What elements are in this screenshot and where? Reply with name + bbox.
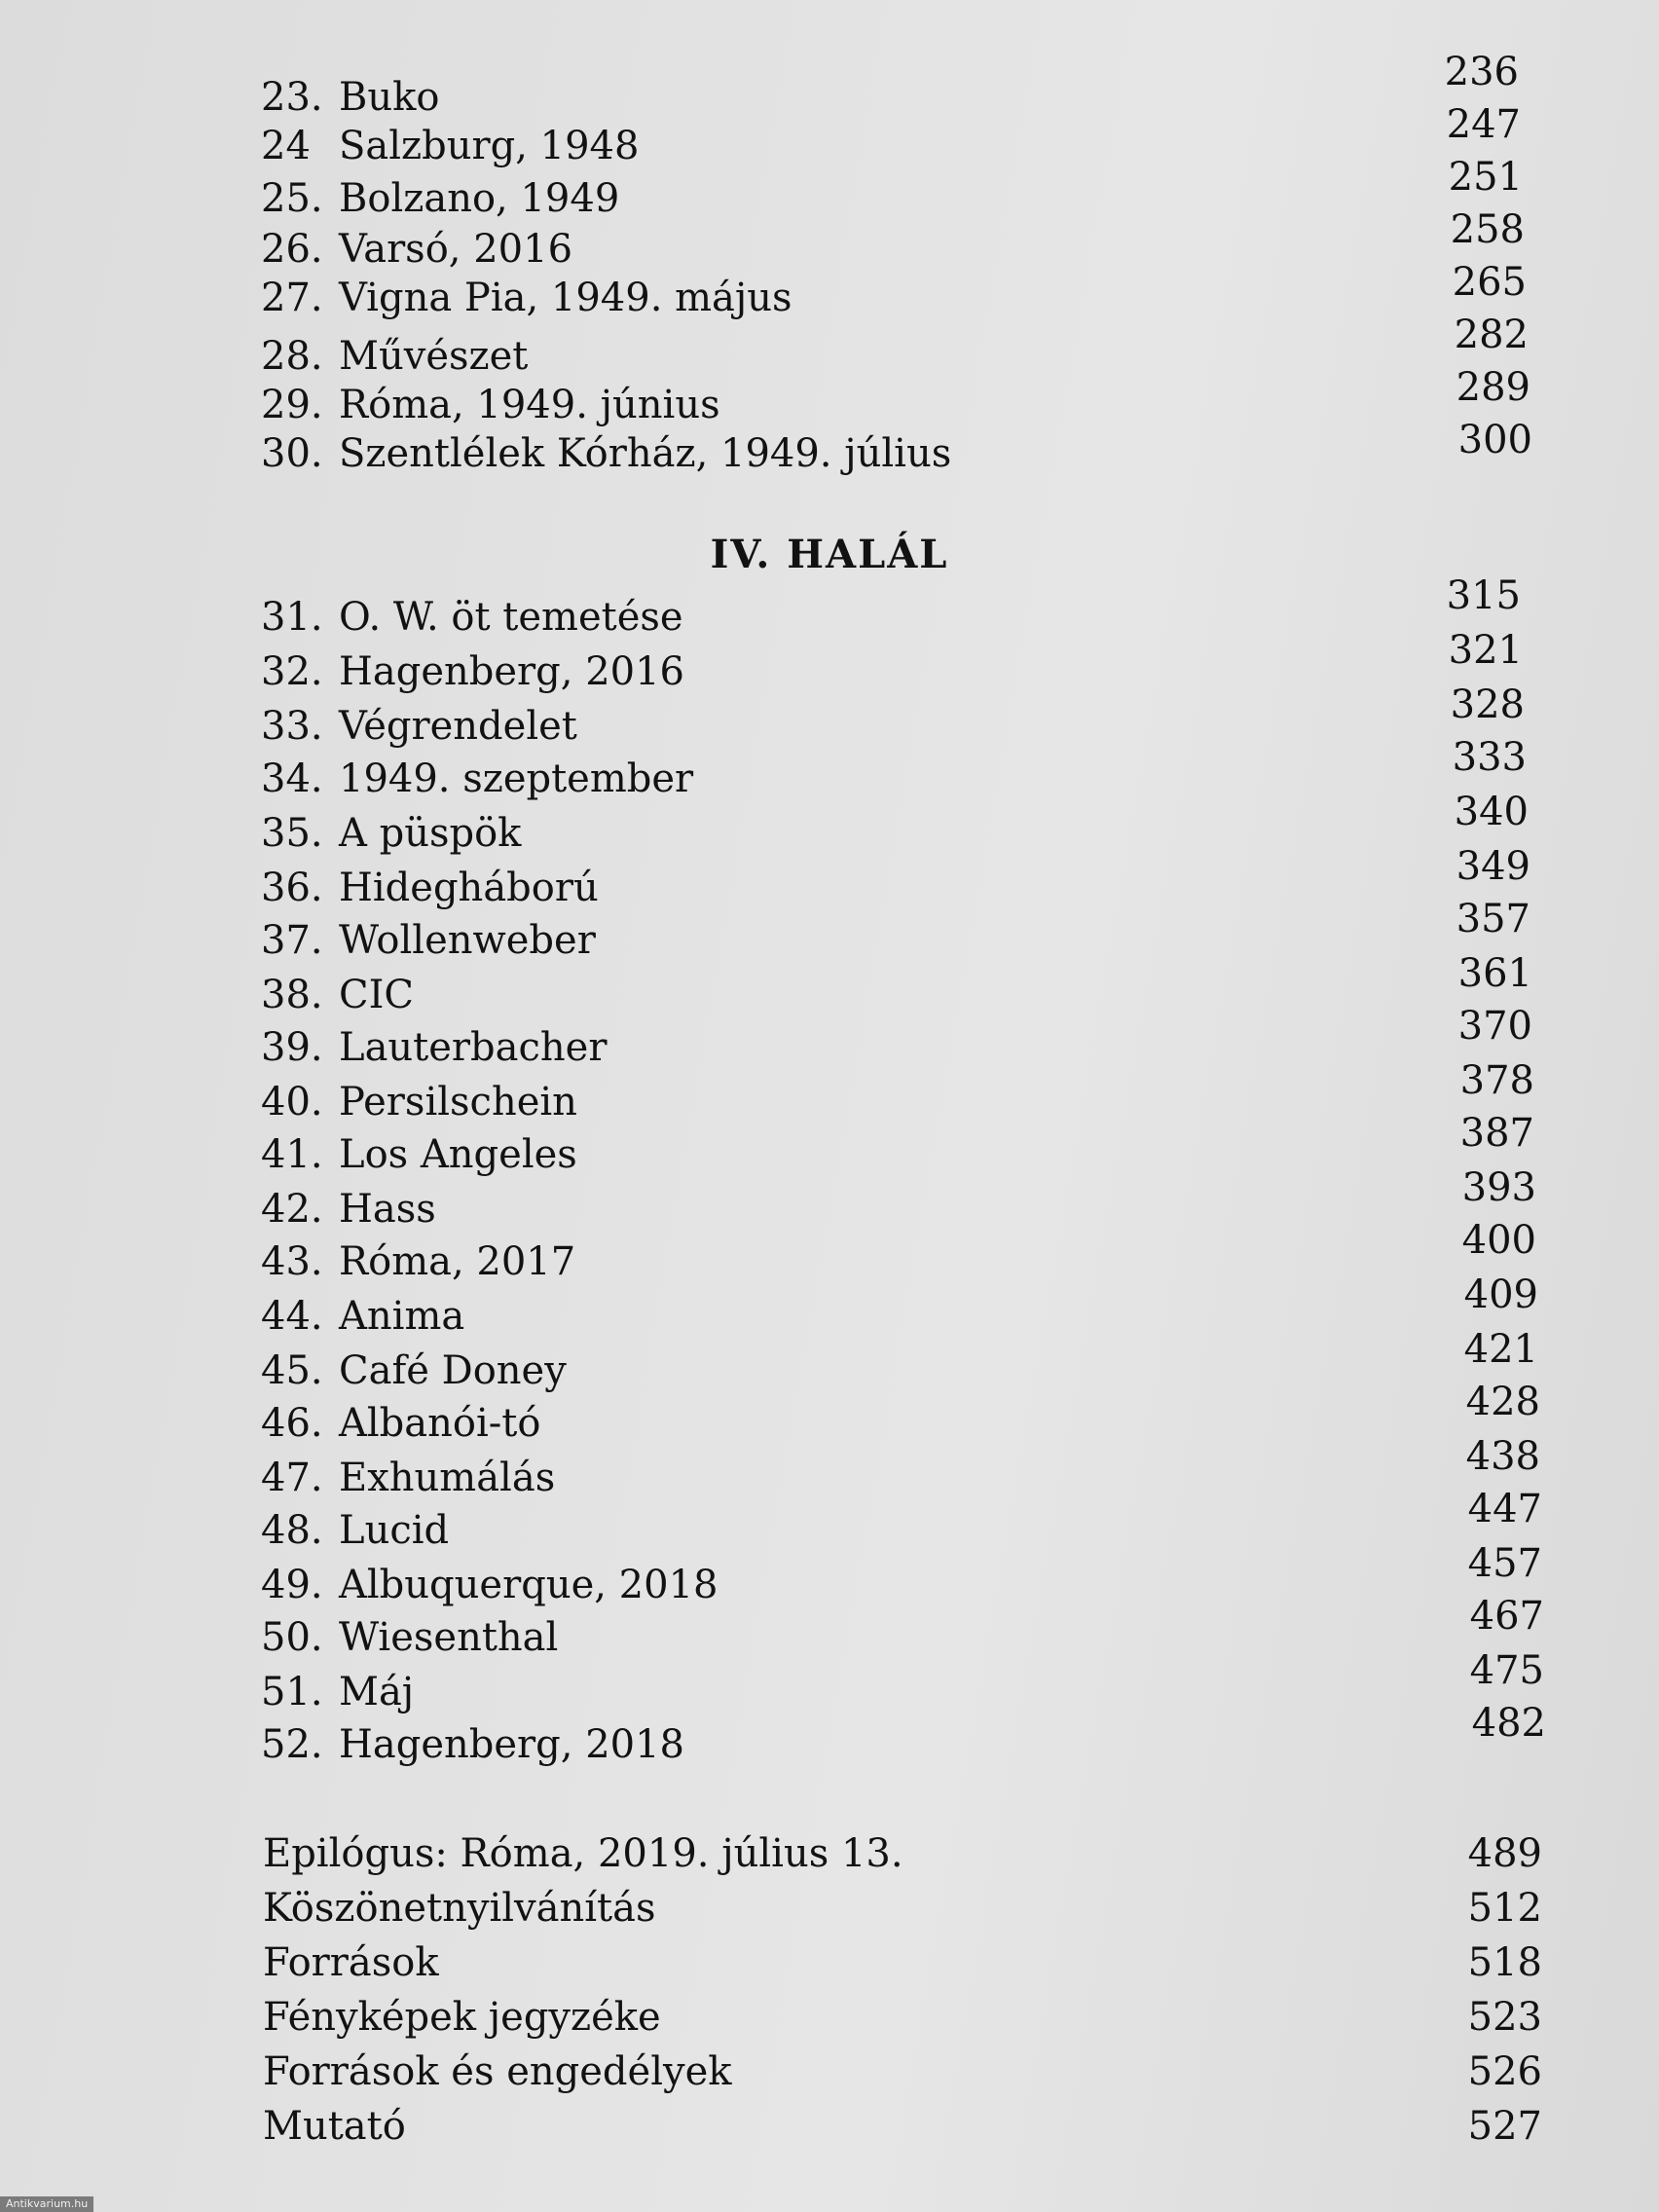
toc-entry [0,1648,1548,1717]
chapter-number: 49. [261,1563,323,1607]
toc-entry [0,1058,1548,1127]
chapter-number: 28. [261,334,323,379]
chapter-number: 33. [261,704,323,749]
back-matter-title: Epilógus: Róma, 2019. július 13. [263,1831,903,1876]
toc-entry [0,1380,1548,1449]
chapter-number: 23. [261,75,323,120]
page-number: 251 [1448,155,1523,200]
toc-entry [0,628,1548,697]
toc-entry [0,682,1548,752]
chapter-title: Róma, 2017 [339,1239,576,1284]
toc-entry [0,1111,1548,1180]
chapter-title: CIC [339,973,415,1017]
toc-entry [0,1272,1548,1342]
chapter-title: Wiesenthal [339,1615,559,1660]
chapter-number: 43. [261,1239,323,1284]
chapter-title: Buko [339,75,440,120]
page-number: 357 [1456,897,1530,941]
page-number: 247 [1446,102,1521,147]
toc-entry [0,844,1548,913]
toc-entry [0,735,1548,804]
page-number: 482 [1471,1701,1546,1746]
chapter-title: Vigna Pia, 1949. május [339,276,793,320]
page-number: 387 [1459,1111,1534,1156]
page-number: 258 [1450,207,1525,252]
back-matter-title: Mutató [263,2104,406,2149]
page-number: 321 [1448,628,1523,673]
site-watermark: Antikvarium.hu [0,2196,93,2212]
chapter-title: Exhumálás [339,1456,556,1500]
chapter-title: Bolzano, 1949 [339,176,620,221]
page-number: 409 [1463,1272,1538,1317]
back-matter-title: Fényképek jegyzéke [263,1995,661,2040]
page-number: 370 [1457,1004,1532,1049]
toc-entry [0,1541,1548,1610]
page-number: 349 [1456,844,1530,889]
chapter-number: 24 [261,124,311,168]
page-number: 526 [1467,2049,1542,2094]
page-number: 447 [1467,1487,1542,1531]
page-number: 467 [1469,1594,1544,1639]
page-number: 527 [1467,2104,1542,2149]
page-number: 393 [1461,1165,1536,1210]
chapter-title: Hidegháború [339,866,599,910]
chapter-title: Végrendelet [339,704,577,749]
chapter-title: Máj [339,1670,415,1714]
toc-entry-back-matter [0,1828,1548,1879]
toc-entry [0,1165,1548,1235]
toc-entry-back-matter [0,1992,1548,2043]
page-number: 421 [1463,1327,1538,1372]
toc-entry [0,1004,1548,1073]
chapter-number: 48. [261,1508,323,1553]
chapter-number: 44. [261,1294,323,1339]
toc-entry-back-matter [0,1883,1548,1934]
chapter-title: 1949. szeptember [339,756,694,801]
chapter-number: 26. [261,227,323,272]
chapter-title: Róma, 1949. június [339,383,720,427]
toc-entry [0,1594,1548,1663]
chapter-number: 50. [261,1615,323,1660]
chapter-title: Albanói-tó [339,1401,541,1446]
chapter-title: Művészet [339,334,529,379]
page-number: 438 [1465,1434,1540,1479]
chapter-number: 45. [261,1348,323,1393]
toc-entry-back-matter [0,2046,1548,2097]
chapter-number: 38. [261,973,323,1017]
page-number: 400 [1461,1218,1536,1263]
page-number: 428 [1465,1380,1540,1424]
chapter-number: 42. [261,1187,323,1232]
page-number: 512 [1467,1886,1542,1931]
toc-entry-back-matter [0,1937,1548,1988]
page-number: 328 [1450,682,1525,727]
back-matter-title: Források és engedélyek [263,2049,732,2094]
chapter-number: 34. [261,756,323,801]
chapter-number: 30. [261,431,323,476]
chapter-title: Hagenberg, 2016 [339,649,684,694]
page-number: 340 [1454,790,1529,834]
chapter-number: 47. [261,1456,323,1500]
chapter-number: 46. [261,1401,323,1446]
chapter-number: 37. [261,918,323,963]
page-number: 300 [1457,418,1532,462]
page-number: 361 [1457,951,1532,996]
toc-entry [0,573,1548,643]
chapter-number: 31. [261,595,323,640]
chapter-title: Los Angeles [339,1132,577,1177]
page-number: 489 [1467,1831,1542,1876]
page-number: 523 [1467,1995,1542,2040]
chapter-number: 27. [261,276,323,320]
page-number: 518 [1467,1940,1542,1985]
chapter-number: 52. [261,1722,323,1767]
page-number: 289 [1456,365,1530,410]
chapter-title: A püspök [339,811,522,856]
page-number: 282 [1454,313,1529,357]
page-number: 333 [1452,735,1527,780]
toc-entry [0,1327,1548,1396]
chapter-title: Lucid [339,1508,450,1553]
page-number-cell [1396,418,1532,487]
toc-entry-back-matter [0,2101,1548,2152]
chapter-title: Szentlélek Kórház, 1949. július [339,431,952,476]
chapter-title: Salzburg, 1948 [339,124,640,168]
toc-entry [0,790,1548,859]
chapter-title: Wollenweber [339,918,596,963]
chapter-number: 29. [261,383,323,427]
chapter-title: O. W. öt temetése [339,595,683,640]
chapter-title: Persilschein [339,1080,577,1124]
back-matter-title: Források [263,1940,439,1985]
page-number: 457 [1467,1541,1542,1586]
chapter-number: 25. [261,176,323,221]
chapter-title: Varsó, 2016 [339,227,573,272]
chapter-number: 36. [261,866,323,910]
toc-entry [0,1434,1548,1503]
page-number: 315 [1446,573,1521,618]
chapter-title: Hagenberg, 2018 [339,1722,684,1767]
chapter-number: 39. [261,1025,323,1070]
chapter-title: Lauterbacher [339,1025,608,1070]
chapter-number: 51. [261,1670,323,1714]
section-heading: IV. HALÁL [710,532,949,577]
chapter-number: 41. [261,1132,323,1177]
page-number: 236 [1444,50,1519,94]
toc-entry [0,1701,1548,1770]
page-number: 265 [1452,260,1527,305]
chapter-number: 35. [261,811,323,856]
toc-entry [0,1487,1548,1556]
chapter-number: 40. [261,1080,323,1124]
page-number: 378 [1459,1058,1534,1103]
toc-entry [0,1218,1548,1287]
toc-entry [0,951,1548,1020]
chapter-title: Hass [339,1187,436,1232]
page-number: 475 [1469,1648,1544,1693]
chapter-title: Café Doney [339,1348,567,1393]
chapter-title: Anima [339,1294,465,1339]
toc-entry [0,897,1548,966]
chapter-title: Albuquerque, 2018 [339,1563,719,1607]
back-matter-title: Köszönetnyilvánítás [263,1886,656,1931]
chapter-number: 32. [261,649,323,694]
